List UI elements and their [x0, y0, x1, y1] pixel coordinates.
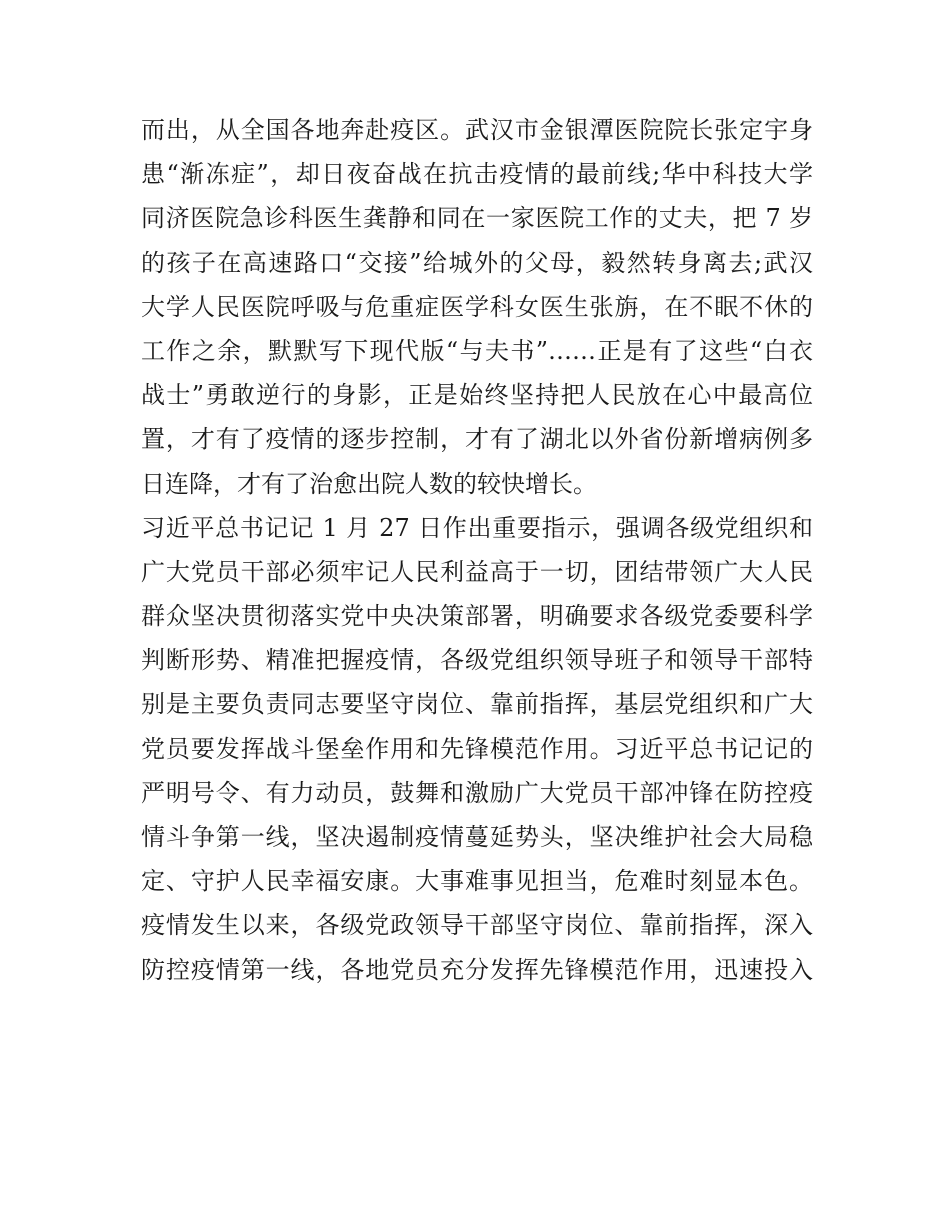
text-line: 习近平总书记记 1 月 27 日作出重要指示，强调各级党组织和 [141, 513, 813, 542]
text-line: 判断形势、精准把握疫情，各级党组织领导班子和领导干部特 [141, 646, 813, 675]
text-line: 大学人民医院呼吸与危重症医学科女医生张旃，在不眠不休的 [141, 292, 813, 321]
text-line: 定、守护人民幸福安康。大事难事见担当，危难时刻显本色。 [141, 867, 813, 896]
text-line: 严明号令、有力动员，鼓舞和激励广大党员干部冲锋在防控疫 [141, 778, 813, 807]
text-line: 患“渐冻症”，却日夜奋战在抗击疫情的最前线;华中科技大学 [141, 160, 813, 189]
text-line: 日连降，才有了治愈出院人数的较快增长。 [141, 469, 597, 498]
text-line: 疫情发生以来，各级党政领导干部坚守岗位、靠前指挥，深入 [141, 911, 813, 940]
text-line: 广大党员干部必须牢记人民利益高于一切，团结带领广大人民 [141, 557, 813, 586]
text-line: 情斗争第一线，坚决遏制疫情蔓延势头，坚决维护社会大局稳 [141, 823, 813, 851]
text-line: 置，才有了疫情的逐步控制，才有了湖北以外省份新增病例多 [141, 425, 813, 454]
body-text [141, 108, 813, 992]
text-line: 的孩子在高速路口“交接”给城外的父母，毅然转身离去;武汉 [141, 248, 813, 277]
text-line: 同济医院急诊科医生龚静和同在一家医院工作的丈夫，把 7 岁 [141, 204, 813, 233]
text-line: 党员要发挥战斗堡垒作用和先锋模范作用。习近平总书记记的 [141, 734, 813, 763]
text-line: 别是主要负责同志要坚守岗位、靠前指挥，基层党组织和广大 [141, 690, 813, 719]
paragraph-2 [141, 506, 813, 992]
paragraph-1 [141, 108, 813, 506]
text-line: 战士”勇敢逆行的身影，正是始终坚持把人民放在心中最高位 [141, 381, 813, 410]
text-line: 防控疫情第一线，各地党员充分发挥先锋模范作用，迅速投入 [141, 955, 813, 984]
text-line: 工作之余，默默写下现代版“与夫书”……正是有了这些“白衣 [141, 336, 813, 365]
text-line: 群众坚决贯彻落实党中央决策部署，明确要求各级党委要科学 [141, 602, 813, 631]
text-line: 而出，从全国各地奔赴疫区。武汉市金银潭医院院长张定宇身 [141, 116, 813, 144]
